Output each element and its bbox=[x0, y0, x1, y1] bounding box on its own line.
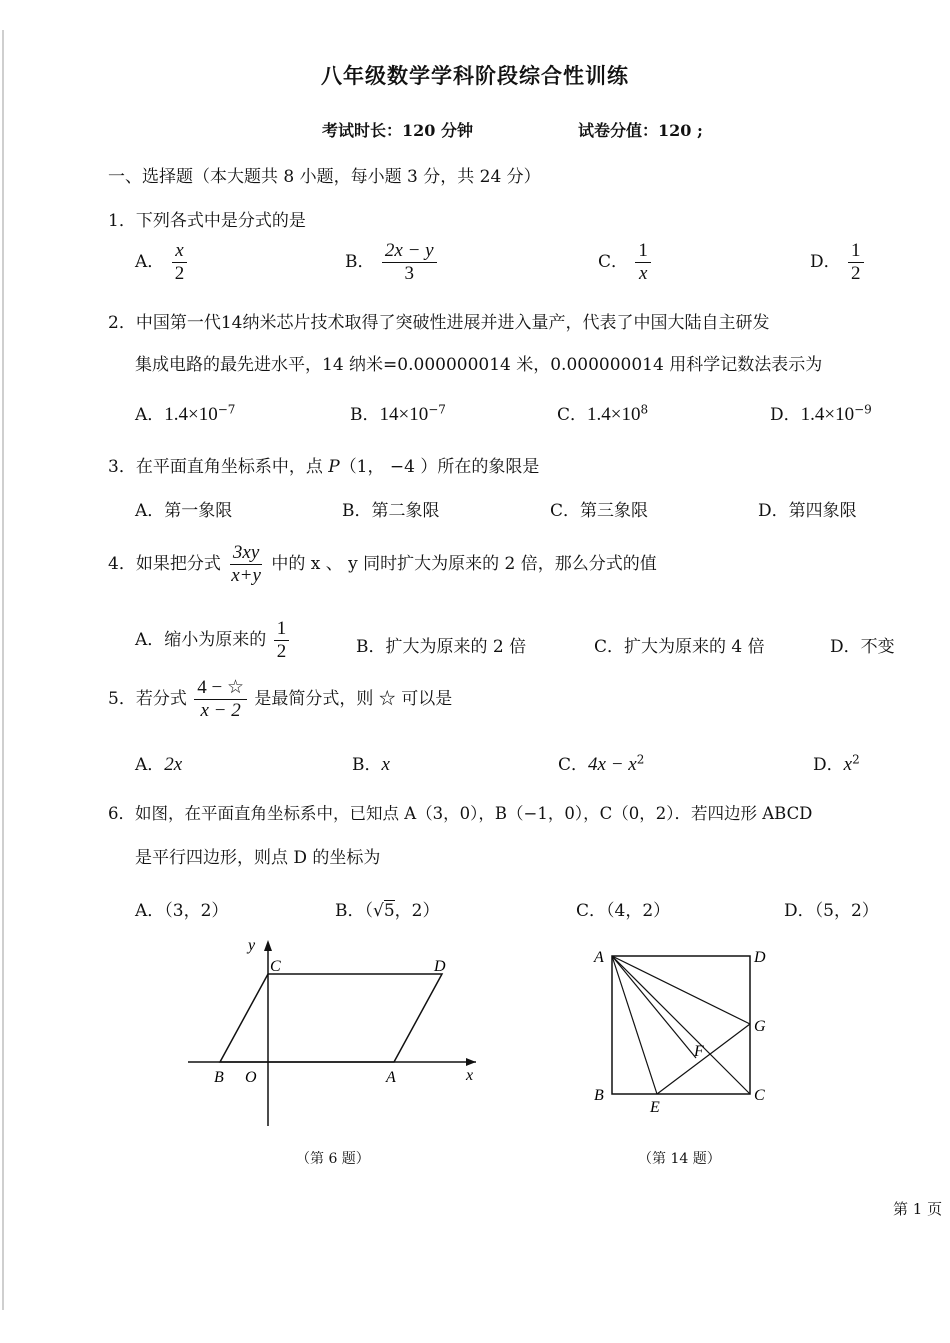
q1-option-a bbox=[135, 240, 189, 285]
option-expr: x bbox=[381, 754, 390, 775]
question-1-text: 1．下列各式中是分式的是 bbox=[108, 211, 306, 231]
q1-option-c bbox=[598, 240, 653, 285]
figure-14-caption: （第 14 题） bbox=[638, 1151, 721, 1167]
q5-option-c bbox=[558, 750, 644, 776]
exam-score: 试卷分值：120 ; bbox=[578, 121, 703, 140]
option-label: D． bbox=[810, 251, 841, 272]
option-text: A．缩小为原来的 bbox=[135, 629, 267, 650]
figure-6-caption: （第 6 题） bbox=[296, 1151, 370, 1167]
question-3-text bbox=[108, 452, 539, 477]
y-axis-arrow-icon bbox=[264, 940, 272, 951]
q6-option-c: C．（4，2） bbox=[576, 901, 671, 921]
option-base: 14×10 bbox=[379, 404, 429, 425]
label-c: C bbox=[270, 958, 281, 975]
diagonal-ac bbox=[612, 956, 750, 1094]
fraction bbox=[194, 677, 247, 722]
fraction bbox=[848, 240, 864, 285]
option-label: C． bbox=[598, 251, 629, 272]
label-d: D bbox=[754, 949, 766, 966]
question-2-line-2: 集成电路的最先进水平，14 纳米=0.000000014 米，0.000000014 用科学记数法表示为 bbox=[135, 355, 823, 375]
segment-ae bbox=[612, 956, 657, 1094]
q5-option-a bbox=[135, 750, 182, 776]
fraction-numerator: 4 − ☆ bbox=[194, 677, 247, 700]
fraction-denominator: 2 bbox=[276, 640, 287, 662]
fraction bbox=[172, 240, 188, 285]
fraction-numerator: 1 bbox=[635, 240, 651, 263]
parallelogram bbox=[220, 974, 442, 1062]
page-number: 第 1 页 bbox=[893, 1200, 943, 1218]
option-text: B．（ bbox=[335, 901, 373, 921]
fraction-numerator: 1 bbox=[848, 240, 864, 263]
q3-option-d: D．第四象限 bbox=[758, 501, 857, 521]
option-exponent: −7 bbox=[217, 402, 236, 417]
option-label: B． bbox=[350, 405, 380, 425]
label-g: G bbox=[754, 1018, 766, 1035]
section-heading: 一、选择题（本大题共 8 小题，每小题 3 分，共 24 分） bbox=[108, 167, 541, 187]
fraction bbox=[382, 240, 437, 285]
option-label: A． bbox=[135, 405, 165, 425]
label-f: F bbox=[694, 1043, 704, 1060]
x-axis-arrow-icon bbox=[466, 1058, 476, 1066]
q2-option-a bbox=[135, 400, 235, 426]
q1-option-d bbox=[810, 240, 866, 285]
option-exponent: 2 bbox=[852, 752, 860, 767]
option-base: 1.4×10 bbox=[587, 404, 641, 425]
q5-pre: 5．若分式 bbox=[108, 688, 187, 709]
q4-option-c: C．扩大为原来的 4 倍 bbox=[594, 637, 765, 657]
option-exponent: 8 bbox=[640, 402, 649, 417]
question-4-text bbox=[108, 542, 657, 587]
q4-pre: 4．如果把分式 bbox=[108, 553, 221, 574]
option-label: D． bbox=[770, 405, 801, 425]
q6-option-b bbox=[335, 896, 440, 921]
q3-option-b: B．第二象限 bbox=[342, 501, 440, 521]
fraction-numerator: 1 bbox=[274, 618, 290, 641]
option-label: D． bbox=[813, 755, 844, 775]
fraction-numerator: x bbox=[172, 240, 186, 263]
label-o: O bbox=[245, 1069, 257, 1086]
exam-duration: 考试时长：120 分钟 bbox=[322, 121, 473, 140]
label-c: C bbox=[754, 1087, 765, 1104]
label-a: A bbox=[594, 949, 604, 966]
option-expr: 2x bbox=[164, 754, 183, 775]
option-expr: 4x − x bbox=[588, 754, 637, 775]
label-b: B bbox=[594, 1087, 604, 1104]
fraction-denominator: x bbox=[638, 262, 648, 284]
q3-text-post: （1， −4 ）所在的象限是 bbox=[339, 457, 540, 477]
q4-option-b: B．扩大为原来的 2 倍 bbox=[356, 637, 527, 657]
page-edge-shadow bbox=[2, 30, 4, 1310]
q4-post: 中的 x 、 y 同时扩大为原来的 2 倍，那么分式的值 bbox=[271, 553, 657, 574]
fraction-numerator: 2x − y bbox=[382, 240, 437, 263]
q3-option-c: C．第三象限 bbox=[550, 501, 649, 521]
fraction bbox=[228, 542, 264, 587]
segment-ag bbox=[612, 956, 750, 1024]
label-y: y bbox=[248, 937, 256, 954]
segment-af bbox=[612, 956, 696, 1058]
option-label: C． bbox=[558, 755, 589, 775]
q2-option-c bbox=[557, 400, 648, 426]
fraction-denominator: x − 2 bbox=[200, 699, 241, 721]
q6-option-a: A．（3，2） bbox=[135, 901, 229, 921]
option-tail: ，2） bbox=[394, 901, 440, 921]
option-label: B． bbox=[352, 755, 382, 775]
q2-option-b bbox=[350, 400, 446, 426]
label-b: B bbox=[214, 1069, 224, 1086]
question-6-line-1: 6．如图，在平面直角坐标系中，已知点 A（3，0），B（−1，0），C（0，2）．若四边形 ABCD bbox=[108, 804, 813, 823]
option-label: B． bbox=[345, 251, 375, 272]
fraction-denominator: x+y bbox=[231, 564, 261, 586]
option-label: A． bbox=[135, 755, 165, 775]
q3-option-a: A．第一象限 bbox=[135, 501, 233, 521]
q5-option-b bbox=[352, 750, 390, 776]
q5-post: 是最简分式，则 ☆ 可以是 bbox=[254, 688, 453, 709]
label-e: E bbox=[650, 1099, 660, 1116]
option-label: C． bbox=[557, 405, 588, 425]
label-x: x bbox=[466, 1067, 474, 1084]
fraction bbox=[635, 240, 651, 285]
sqrt-radicand: 5 bbox=[383, 901, 395, 921]
option-base: 1.4×10 bbox=[800, 404, 855, 425]
option-base: 1.4×10 bbox=[164, 404, 218, 425]
q3-point: P bbox=[328, 457, 340, 477]
q3-text-pre: 3．在平面直角坐标系中，点 bbox=[108, 457, 329, 477]
label-a: A bbox=[386, 1069, 396, 1086]
fraction-denominator: 2 bbox=[174, 262, 185, 284]
q4-option-a bbox=[135, 618, 291, 663]
fraction-numerator: 3xy bbox=[230, 542, 262, 565]
option-exponent: −9 bbox=[854, 402, 872, 417]
option-expr: x bbox=[843, 754, 853, 775]
q6-option-d: D．（5，2） bbox=[784, 901, 879, 921]
page-title: 八年级数学学科阶段综合性训练 bbox=[321, 64, 629, 88]
fraction-denominator: 2 bbox=[851, 262, 861, 284]
option-exponent: 2 bbox=[636, 752, 645, 767]
q2-option-d bbox=[770, 400, 872, 426]
q1-option-b bbox=[345, 240, 439, 285]
sqrt-sign: √ bbox=[373, 901, 384, 921]
q5-option-d bbox=[813, 750, 860, 776]
q4-option-d: D．不变 bbox=[830, 637, 895, 657]
option-label: A． bbox=[135, 251, 165, 272]
figure-6 bbox=[180, 930, 490, 1140]
figure-14 bbox=[588, 940, 778, 1120]
option-exponent: −7 bbox=[428, 402, 446, 417]
fraction-denominator: 3 bbox=[404, 262, 414, 284]
fraction bbox=[274, 618, 290, 663]
question-2-line-1: 2．中国第一代14纳米芯片技术取得了突破性进展并进入量产，代表了中国大陆自主研发 bbox=[108, 313, 770, 333]
question-5-text bbox=[108, 677, 452, 722]
question-6-line-2: 是平行四边形，则点 D 的坐标为 bbox=[135, 848, 381, 868]
label-d: D bbox=[434, 958, 446, 975]
